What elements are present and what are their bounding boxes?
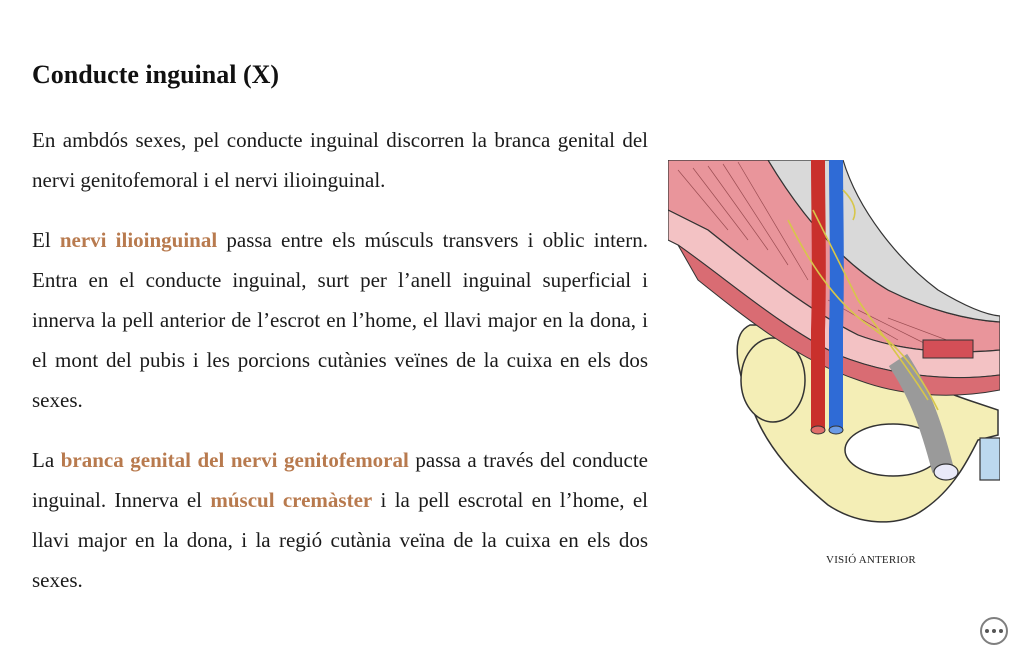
paragraph (32, 120, 648, 200)
paragraph-text: passa a través del conducte inguinal. Innerva el (32, 448, 648, 512)
paragraph-text: passa entre els músculs transvers i oblic intern. Entra en el conducte inguinal, surt per l’anell inguinal superficial i innerva la pell anterior de l’escrot en l’home, el llavi major en la dona, i el mont del pubis i les porcions cutànies veïnes de la cuixa en els dos sexes. (32, 228, 648, 412)
dot (992, 629, 996, 633)
paragraph-text: En ambdós sexes, pel conducte inguinal discorren la branca genital del nervi genitofemoral i el nervi ilioinguinal. (32, 128, 648, 192)
dot (999, 629, 1003, 633)
highlighted-term: branca genital del nervi genitofemoral (60, 448, 409, 472)
paragraph (32, 220, 648, 420)
paragraph-text: El (32, 228, 60, 252)
paragraph-text: i la pell escrotal en l’home, el llavi major en la dona, i la regió cutània veïna de la cuixa en els dos sexes. (32, 488, 648, 592)
highlighted-term: múscul cremàster (210, 488, 373, 512)
highlighted-term: nervi ilioinguinal (59, 228, 218, 252)
more-options-button[interactable] (980, 617, 1008, 645)
body-text (32, 120, 648, 620)
paragraph-text: La (32, 448, 61, 472)
inguinal-canal-illustration (668, 150, 1000, 540)
paragraph (32, 440, 648, 600)
page-title: Conducte inguinal (X) (32, 60, 280, 89)
dot (985, 629, 989, 633)
figure-caption: VISIÓ ANTERIOR (826, 554, 916, 566)
